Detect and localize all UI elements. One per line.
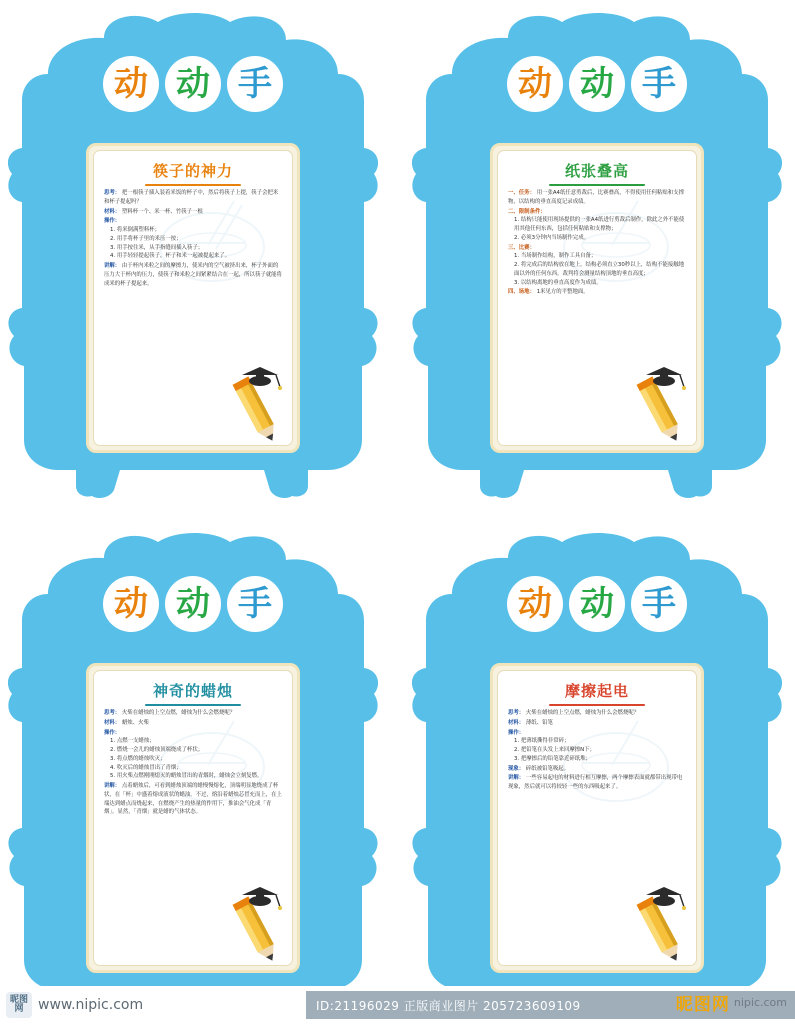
list-item: 4. 吹灭后的蜡烛冒出了青烟； — [110, 764, 182, 771]
pencil-graduate-icon — [210, 879, 293, 966]
title-bubble-2: 动 — [569, 576, 625, 632]
section-text: 用一张A4纸任意剪裁后，比赛叠高，不得使用任何粘贴和支撑物，以结构的垂直高度记录成绩。 — [508, 190, 684, 205]
list-item: 1. 当场制作结构，制作工具自备； — [514, 253, 597, 260]
title-bubble-3: 手 — [227, 576, 283, 632]
section-label: 操作： — [104, 218, 121, 225]
panel-magic-candle — [8, 528, 378, 1023]
card-title: 摩擦起电 — [508, 680, 686, 706]
section-explain — [104, 782, 282, 817]
list-item: 1. 结构只能使用现场提供的一张A4纸进行剪裁后制作，除此之外不能使用其他任何东西，包括任何粘贴和支撑物； — [514, 217, 685, 232]
section-text: 火柴在蜡烛的上空点燃，蜡烛为什么会燃烧呢？ — [121, 710, 236, 716]
title-bubble-3: 手 — [227, 56, 283, 112]
title-bubble-2: 动 — [165, 56, 221, 112]
section-contest — [508, 244, 686, 288]
step-list — [104, 226, 282, 261]
card-body — [508, 709, 686, 792]
title-bubble-2: 动 — [569, 56, 625, 112]
section-explain — [104, 262, 282, 288]
list-item: 2. 必须3分钟内当场制作完成。 — [514, 234, 589, 241]
section-text: 1米见方的平整地面。 — [536, 289, 589, 296]
section-think — [104, 189, 282, 207]
nipic-logo-icon: 昵图网 — [6, 992, 32, 1018]
section-label: 三、比赛： — [508, 244, 535, 251]
watermark-text: 昵图网 — [675, 995, 730, 1015]
section-text: 塑料杯一个、米一杯、竹筷子一根 — [121, 208, 203, 215]
section-text: 点着蜡烛后，可看到蜡烛顶端的蜡慢慢熔化，顶端明显地烧成了杯状，在「杯」中盛着熔成液状的蜡油。不过，熔沿着蜡烛芯冒充而上，在上端达到蜡点而烧起来，在燃烧产生的热量的作用下，推油会气化成「青烟」。显然，「青烟」就是蜡的气体状态。 — [104, 783, 282, 816]
section-label: 材料： — [508, 719, 525, 726]
list-item: 4. 用手轻轻提起筷子，杯子和米一起被提起来了。 — [110, 253, 231, 260]
section-steps — [508, 729, 686, 764]
section-label: 材料： — [104, 208, 121, 215]
step-list — [508, 737, 686, 763]
content-card — [86, 663, 300, 973]
section-limits — [508, 208, 686, 243]
panel-paper-tower — [412, 8, 782, 503]
section-label: 讲解： — [508, 775, 525, 782]
panel-chopstick — [8, 8, 378, 503]
title-bubble-1: 动 — [103, 56, 159, 112]
list-item: 2. 将完成后的结构放在地上，结构必须直立30秒以上，结构不能接触地面以外的任何东西。裁判将会测量结构顶地的垂直高度； — [514, 262, 685, 277]
title-bubbles — [507, 576, 687, 632]
section-label: 操作： — [104, 729, 121, 736]
limit-list — [508, 216, 686, 242]
section-label: 二、限制条件： — [508, 208, 546, 215]
section-text: 薄纸、铅笔 — [525, 719, 553, 726]
section-label: 现象： — [508, 765, 525, 772]
section-text: 蜡烛、火柴 — [121, 719, 149, 726]
section-label: 材料： — [104, 719, 121, 726]
section-steps — [104, 217, 282, 261]
section-think — [104, 709, 282, 718]
title-bubbles — [103, 576, 283, 632]
section-label: 思考： — [104, 190, 121, 196]
step-list — [104, 737, 282, 781]
list-item: 1. 将米倒满塑料杯； — [110, 227, 160, 233]
card-title: 筷子的神力 — [104, 160, 282, 186]
list-item: 1. 点燃一支蜡烛； — [110, 738, 155, 745]
pencil-graduate-icon — [614, 879, 697, 966]
section-material — [104, 719, 282, 728]
section-material — [104, 208, 282, 217]
content-card — [490, 663, 704, 973]
panel-static-electricity — [412, 528, 782, 1023]
card-body — [104, 189, 282, 288]
title-bubbles — [507, 56, 687, 112]
footer-bar — [0, 986, 795, 1024]
title-bubble-1: 动 — [507, 56, 563, 112]
footer-brand[interactable] — [0, 992, 306, 1018]
list-item: 1. 把薄纸撕得非常碎； — [514, 738, 570, 745]
section-think — [508, 709, 686, 718]
content-card — [490, 143, 704, 453]
title-bubble-2: 动 — [165, 576, 221, 632]
content-card — [86, 143, 300, 453]
section-label: 讲解： — [104, 263, 121, 269]
title-bubble-3: 手 — [631, 56, 687, 112]
list-item: 5. 用火柴点燃刚刚熄灭的蜡烛冒出的青烟时，蜡烛会立刻复燃。 — [110, 773, 263, 780]
list-item: 2. 用手将杯子里的米压一按； — [110, 235, 182, 242]
list-item: 2. 燃烧一会儿的蜡烛顶端烧成了杯状； — [110, 747, 204, 753]
card-body — [508, 189, 686, 297]
list-item: 3. 将点燃的蜡烛吹灭； — [110, 755, 166, 762]
section-task — [508, 189, 686, 207]
contest-list — [508, 252, 686, 287]
card-title: 神奇的蜡烛 — [104, 680, 282, 706]
list-item: 3. 把摩擦后的铅笔靠近碎纸堆； — [514, 755, 591, 762]
section-label: 一、任务： — [508, 190, 535, 196]
pencil-graduate-icon — [210, 359, 293, 446]
pencil-graduate-icon — [614, 359, 697, 446]
section-label: 讲解： — [104, 783, 121, 789]
section-text: 火柴在蜡烛的上空点燃，蜡烛为什么会燃烧呢？ — [525, 710, 640, 716]
footer-site-url[interactable]: www.nipic.com — [38, 997, 144, 1013]
section-label: 思考： — [508, 710, 525, 716]
section-material — [508, 719, 686, 728]
watermark-subtext: nipic.com — [733, 996, 787, 1009]
list-item: 3. 以结构离地的垂直高度作为成绩。 — [514, 279, 602, 286]
list-item: 2. 把铅笔在头发上来回摩擦N下； — [514, 747, 595, 753]
title-bubble-1: 动 — [507, 576, 563, 632]
section-text: 由于杯内米粒之间的摩擦力，使米内的空气被挤出来，杯子外面的压力大于杯内的压力，使筷子和米粒之间紧紧结合在一起，所以筷子就能将成米的杯子提起来。 — [104, 263, 282, 287]
card-body — [104, 709, 282, 817]
section-label: 思考： — [104, 710, 121, 716]
section-label: 四、场地： — [508, 289, 535, 296]
section-label: 操作： — [508, 729, 525, 736]
title-bubbles — [103, 56, 283, 112]
section-text: 一些容易起电的材料进行相互摩擦，两个摩擦表面就都带出现带电现象，然后就可以将较轻一些的东西吸起来了。 — [508, 775, 683, 790]
section-text: 把一根筷子插入装着米饭的杯子中，然后将筷子上提，筷子会把米和杯子提起吗？ — [104, 190, 279, 205]
footer-id-bar: ID:21196029 正版商业图片 205723609109 — [306, 991, 795, 1019]
section-text: 碎纸被铅笔吸起。 — [525, 765, 570, 772]
card-title: 纸张叠高 — [508, 160, 686, 186]
list-item: 3. 用手按住米，从手指缝间插入筷子； — [110, 244, 204, 251]
section-explain — [508, 774, 686, 792]
footer-watermark — [676, 990, 787, 1015]
title-bubble-1: 动 — [103, 576, 159, 632]
section-phenomenon — [508, 765, 686, 774]
title-bubble-3: 手 — [631, 576, 687, 632]
section-steps — [104, 729, 282, 782]
section-venue — [508, 288, 686, 297]
